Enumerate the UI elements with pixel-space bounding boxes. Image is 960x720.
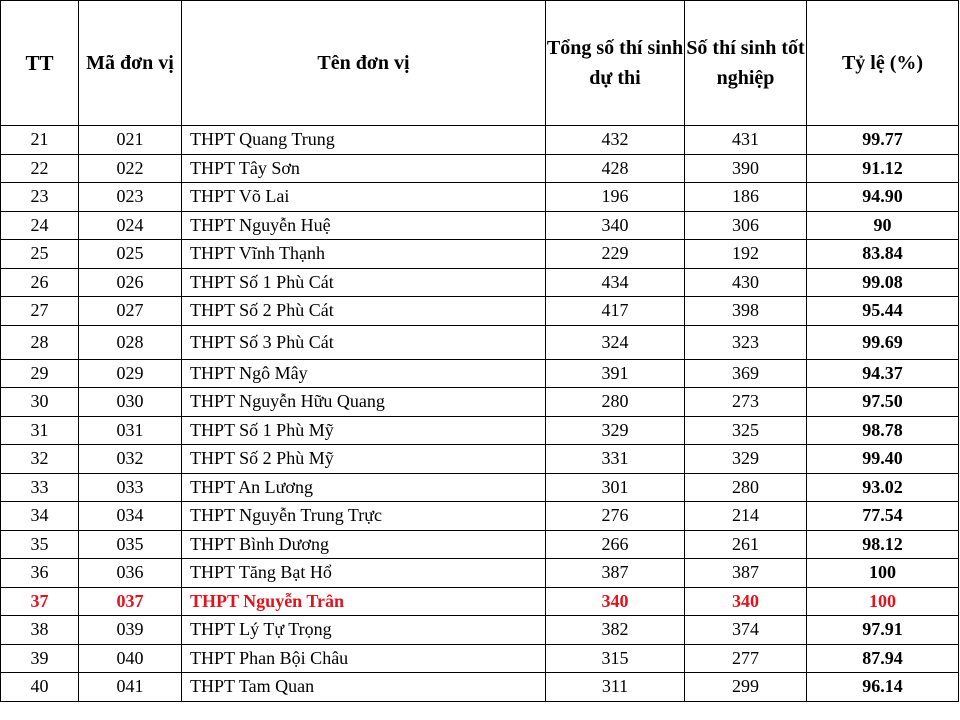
table-row: [1, 559, 959, 588]
cell-code: 024: [79, 211, 182, 240]
cell-passed: 374: [685, 616, 807, 645]
cell-code: 023: [79, 183, 182, 212]
cell-passed: 398: [685, 297, 807, 326]
header-total: Tổng số thí sinh dự thi: [546, 1, 685, 126]
cell-code: 026: [79, 268, 182, 297]
cell-name: THPT Nguyễn Trân: [182, 587, 546, 616]
cell-passed: 387: [685, 559, 807, 588]
cell-rate: 100: [807, 587, 959, 616]
cell-code: 040: [79, 644, 182, 673]
cell-total: 434: [546, 268, 685, 297]
cell-rate: 98.12: [807, 530, 959, 559]
cell-tt: 37: [1, 587, 79, 616]
cell-tt: 27: [1, 297, 79, 326]
cell-passed: 273: [685, 388, 807, 417]
cell-code: 034: [79, 502, 182, 531]
cell-rate: 96.14: [807, 673, 959, 702]
cell-rate: 99.77: [807, 126, 959, 155]
table-row: [1, 445, 959, 474]
cell-total: 382: [546, 616, 685, 645]
cell-rate: 99.69: [807, 325, 959, 359]
cell-rate: 97.91: [807, 616, 959, 645]
cell-tt: 33: [1, 473, 79, 502]
header-passed: Số thí sinh tốt nghiệp: [685, 1, 807, 126]
cell-passed: 431: [685, 126, 807, 155]
cell-total: 432: [546, 126, 685, 155]
cell-total: 266: [546, 530, 685, 559]
cell-passed: 430: [685, 268, 807, 297]
cell-tt: 35: [1, 530, 79, 559]
cell-tt: 40: [1, 673, 79, 702]
table-row: [1, 473, 959, 502]
cell-passed: 340: [685, 587, 807, 616]
cell-name: THPT Tam Quan: [182, 673, 546, 702]
cell-rate: 97.50: [807, 388, 959, 417]
cell-name: THPT Số 1 Phù Cát: [182, 268, 546, 297]
cell-tt: 32: [1, 445, 79, 474]
cell-name: THPT Số 2 Phù Cát: [182, 297, 546, 326]
cell-name: THPT Ngô Mây: [182, 359, 546, 388]
cell-total: 311: [546, 673, 685, 702]
cell-total: 329: [546, 416, 685, 445]
cell-name: THPT Nguyễn Huệ: [182, 211, 546, 240]
cell-rate: 93.02: [807, 473, 959, 502]
cell-total: 196: [546, 183, 685, 212]
table-row: [1, 183, 959, 212]
cell-passed: 277: [685, 644, 807, 673]
cell-name: THPT Võ Lai: [182, 183, 546, 212]
cell-name: THPT Bình Dương: [182, 530, 546, 559]
cell-code: 032: [79, 445, 182, 474]
cell-name: THPT Tây Sơn: [182, 154, 546, 183]
cell-total: 229: [546, 240, 685, 269]
header-tt: TT: [1, 1, 79, 126]
header-code: Mã đơn vị: [79, 1, 182, 126]
table-row: [1, 502, 959, 531]
cell-name: THPT Số 3 Phù Cát: [182, 325, 546, 359]
cell-passed: 186: [685, 183, 807, 212]
table-row: [1, 325, 959, 359]
cell-passed: 214: [685, 502, 807, 531]
cell-total: 387: [546, 559, 685, 588]
cell-total: 391: [546, 359, 685, 388]
cell-total: 315: [546, 644, 685, 673]
table-row: [1, 530, 959, 559]
cell-passed: 280: [685, 473, 807, 502]
cell-rate: 99.40: [807, 445, 959, 474]
cell-tt: 31: [1, 416, 79, 445]
header-name: Tên đơn vị: [182, 1, 546, 126]
cell-tt: 29: [1, 359, 79, 388]
table-row: [1, 388, 959, 417]
table-row: [1, 154, 959, 183]
cell-code: 030: [79, 388, 182, 417]
cell-rate: 100: [807, 559, 959, 588]
table-row: [1, 297, 959, 326]
cell-code: 033: [79, 473, 182, 502]
cell-total: 340: [546, 587, 685, 616]
cell-tt: 38: [1, 616, 79, 645]
cell-total: 331: [546, 445, 685, 474]
header-rate: Tỷ lệ (%): [807, 1, 959, 126]
cell-total: 428: [546, 154, 685, 183]
cell-name: THPT Phan Bội Châu: [182, 644, 546, 673]
cell-name: THPT Số 1 Phù Mỹ: [182, 416, 546, 445]
cell-rate: 94.37: [807, 359, 959, 388]
table-row: [1, 359, 959, 388]
cell-passed: 299: [685, 673, 807, 702]
table-row-highlighted: [1, 587, 959, 616]
table-row: [1, 240, 959, 269]
cell-tt: 25: [1, 240, 79, 269]
cell-code: 022: [79, 154, 182, 183]
cell-total: 324: [546, 325, 685, 359]
cell-total: 340: [546, 211, 685, 240]
cell-tt: 21: [1, 126, 79, 155]
cell-passed: 369: [685, 359, 807, 388]
cell-passed: 261: [685, 530, 807, 559]
cell-rate: 99.08: [807, 268, 959, 297]
cell-passed: 325: [685, 416, 807, 445]
cell-tt: 30: [1, 388, 79, 417]
cell-code: 037: [79, 587, 182, 616]
cell-passed: 323: [685, 325, 807, 359]
cell-name: THPT Tăng Bạt Hổ: [182, 559, 546, 588]
cell-rate: 91.12: [807, 154, 959, 183]
cell-passed: 390: [685, 154, 807, 183]
cell-tt: 34: [1, 502, 79, 531]
table-row: [1, 644, 959, 673]
cell-rate: 90: [807, 211, 959, 240]
table-row: [1, 268, 959, 297]
cell-tt: 24: [1, 211, 79, 240]
cell-name: THPT Lý Tự Trọng: [182, 616, 546, 645]
cell-code: 028: [79, 325, 182, 359]
cell-name: THPT Số 2 Phù Mỹ: [182, 445, 546, 474]
table-row: [1, 126, 959, 155]
cell-code: 031: [79, 416, 182, 445]
cell-passed: 306: [685, 211, 807, 240]
cell-rate: 87.94: [807, 644, 959, 673]
table-row: [1, 416, 959, 445]
cell-rate: 83.84: [807, 240, 959, 269]
table-row: [1, 211, 959, 240]
cell-tt: 39: [1, 644, 79, 673]
cell-code: 027: [79, 297, 182, 326]
table-row: [1, 616, 959, 645]
cell-total: 276: [546, 502, 685, 531]
table-row: [1, 673, 959, 702]
cell-total: 301: [546, 473, 685, 502]
cell-name: THPT Quang Trung: [182, 126, 546, 155]
cell-rate: 94.90: [807, 183, 959, 212]
cell-name: THPT Nguyễn Trung Trực: [182, 502, 546, 531]
cell-passed: 329: [685, 445, 807, 474]
cell-tt: 22: [1, 154, 79, 183]
cell-name: THPT An Lương: [182, 473, 546, 502]
cell-rate: 98.78: [807, 416, 959, 445]
cell-tt: 28: [1, 325, 79, 359]
cell-code: 039: [79, 616, 182, 645]
cell-code: 021: [79, 126, 182, 155]
cell-code: 041: [79, 673, 182, 702]
cell-tt: 26: [1, 268, 79, 297]
cell-passed: 192: [685, 240, 807, 269]
cell-rate: 95.44: [807, 297, 959, 326]
cell-rate: 77.54: [807, 502, 959, 531]
cell-code: 025: [79, 240, 182, 269]
cell-name: THPT Nguyễn Hữu Quang: [182, 388, 546, 417]
cell-total: 417: [546, 297, 685, 326]
cell-code: 029: [79, 359, 182, 388]
cell-name: THPT Vĩnh Thạnh: [182, 240, 546, 269]
cell-tt: 23: [1, 183, 79, 212]
cell-tt: 36: [1, 559, 79, 588]
header-row: [1, 1, 959, 126]
cell-code: 035: [79, 530, 182, 559]
cell-total: 280: [546, 388, 685, 417]
cell-code: 036: [79, 559, 182, 588]
